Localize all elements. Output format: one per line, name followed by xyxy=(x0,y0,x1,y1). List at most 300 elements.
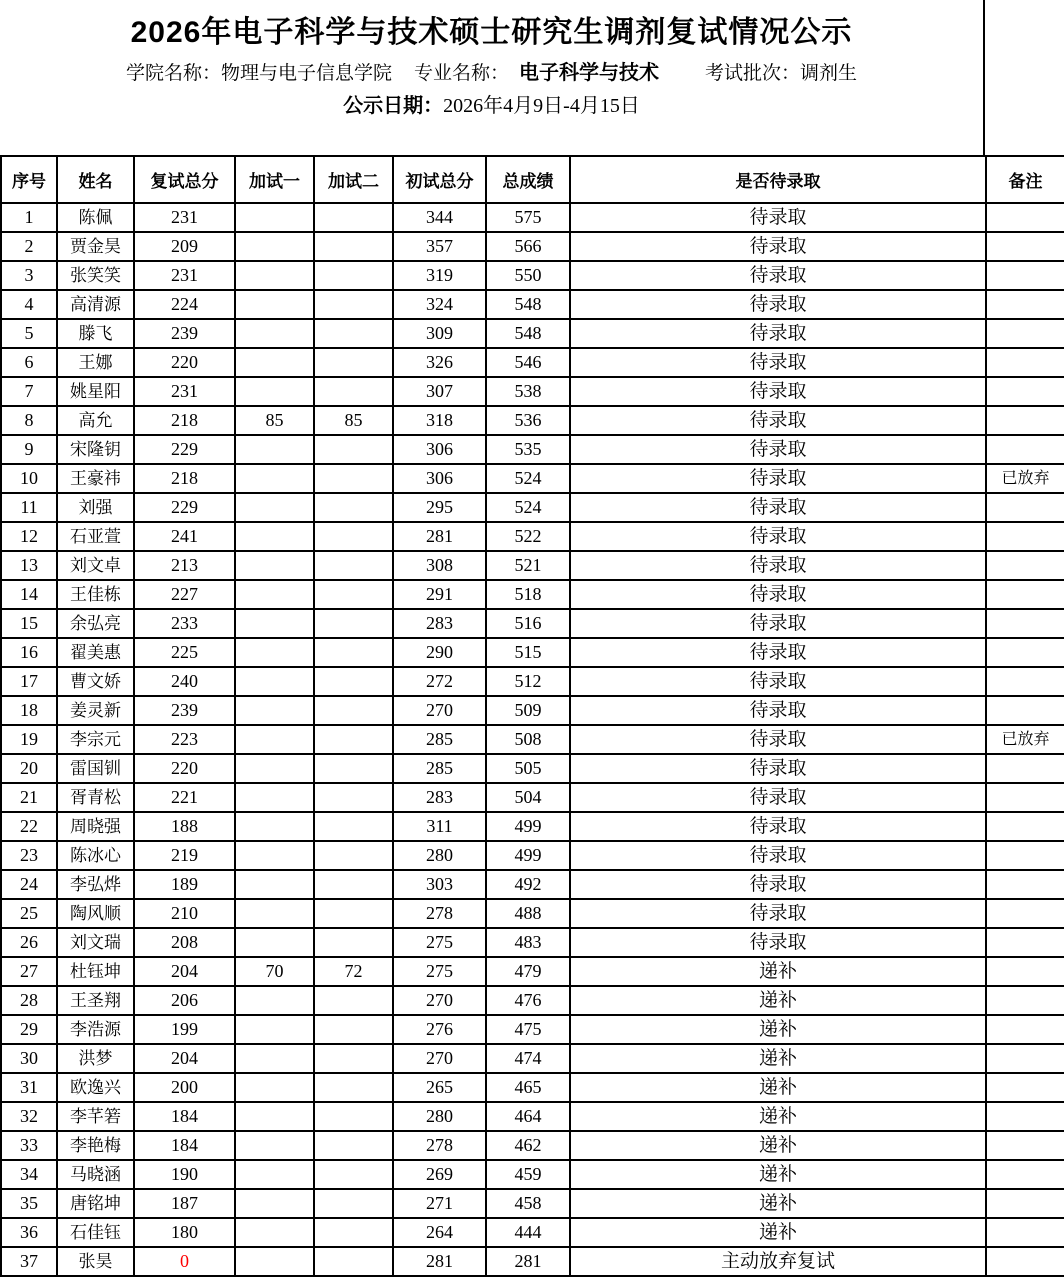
table-row xyxy=(1,986,1064,1015)
cell-index: 7 xyxy=(1,377,57,406)
cell-admission-status: 待录取 xyxy=(570,435,986,464)
cell-initial-total: 285 xyxy=(393,725,486,754)
cell-total-score: 524 xyxy=(486,464,570,493)
table-row xyxy=(1,232,1064,261)
cell-extra-test-2 xyxy=(314,1102,393,1131)
cell-retest-total: 190 xyxy=(134,1160,235,1189)
cell-extra-test-1 xyxy=(235,464,314,493)
cell-total-score: 524 xyxy=(486,493,570,522)
cell-total-score: 575 xyxy=(486,203,570,232)
cell-extra-test-2 xyxy=(314,696,393,725)
cell-name: 石佳钰 xyxy=(57,1218,134,1247)
cell-extra-test-2 xyxy=(314,986,393,1015)
cell-extra-test-1 xyxy=(235,812,314,841)
cell-remark xyxy=(986,435,1064,464)
cell-extra-test-2 xyxy=(314,841,393,870)
cell-remark: 已放弃 xyxy=(986,725,1064,754)
cell-admission-status: 递补 xyxy=(570,1218,986,1247)
cell-admission-status: 递补 xyxy=(570,1073,986,1102)
cell-index: 35 xyxy=(1,1189,57,1218)
cell-index: 9 xyxy=(1,435,57,464)
cell-extra-test-1 xyxy=(235,580,314,609)
cell-name: 马晓涵 xyxy=(57,1160,134,1189)
cell-admission-status: 待录取 xyxy=(570,261,986,290)
cell-admission-status: 待录取 xyxy=(570,928,986,957)
cell-extra-test-2 xyxy=(314,580,393,609)
cell-remark xyxy=(986,1102,1064,1131)
cell-retest-total: 227 xyxy=(134,580,235,609)
cell-admission-status: 递补 xyxy=(570,1102,986,1131)
cell-initial-total: 278 xyxy=(393,899,486,928)
cell-initial-total: 308 xyxy=(393,551,486,580)
cell-total-score: 518 xyxy=(486,580,570,609)
cell-extra-test-1 xyxy=(235,1131,314,1160)
cell-extra-test-1 xyxy=(235,522,314,551)
cell-initial-total: 270 xyxy=(393,696,486,725)
cell-retest-total: 188 xyxy=(134,812,235,841)
cell-admission-status: 待录取 xyxy=(570,870,986,899)
cell-extra-test-2 xyxy=(314,203,393,232)
cell-extra-test-2 xyxy=(314,1247,393,1276)
cell-remark xyxy=(986,667,1064,696)
cell-retest-total: 204 xyxy=(134,957,235,986)
cell-initial-total: 324 xyxy=(393,290,486,319)
cell-initial-total: 275 xyxy=(393,928,486,957)
cell-retest-total: 220 xyxy=(134,754,235,783)
cell-name: 刘强 xyxy=(57,493,134,522)
cell-initial-total: 272 xyxy=(393,667,486,696)
table-row xyxy=(1,580,1064,609)
cell-extra-test-2 xyxy=(314,870,393,899)
cell-total-score: 538 xyxy=(486,377,570,406)
cell-total-score: 512 xyxy=(486,667,570,696)
cell-index: 4 xyxy=(1,290,57,319)
cell-name: 王娜 xyxy=(57,348,134,377)
cell-name: 刘文卓 xyxy=(57,551,134,580)
cell-admission-status: 主动放弃复试 xyxy=(570,1247,986,1276)
cell-total-score: 483 xyxy=(486,928,570,957)
cell-index: 1 xyxy=(1,203,57,232)
cell-total-score: 550 xyxy=(486,261,570,290)
cell-remark xyxy=(986,870,1064,899)
table-row xyxy=(1,1218,1064,1247)
cell-extra-test-1 xyxy=(235,841,314,870)
cell-initial-total: 281 xyxy=(393,1247,486,1276)
title-block xyxy=(0,0,985,155)
cell-remark xyxy=(986,261,1064,290)
cell-admission-status: 待录取 xyxy=(570,493,986,522)
table-row xyxy=(1,464,1064,493)
cell-remark xyxy=(986,493,1064,522)
cell-index: 22 xyxy=(1,812,57,841)
cell-name: 王佳栋 xyxy=(57,580,134,609)
cell-retest-total: 187 xyxy=(134,1189,235,1218)
cell-remark xyxy=(986,580,1064,609)
table-row xyxy=(1,1247,1064,1276)
cell-initial-total: 295 xyxy=(393,493,486,522)
cell-retest-total: 229 xyxy=(134,435,235,464)
cell-total-score: 508 xyxy=(486,725,570,754)
cell-remark xyxy=(986,522,1064,551)
cell-initial-total: 306 xyxy=(393,464,486,493)
cell-retest-total: 218 xyxy=(134,464,235,493)
cell-name: 刘文瑞 xyxy=(57,928,134,957)
cell-name: 曹文娇 xyxy=(57,667,134,696)
cell-retest-total: 200 xyxy=(134,1073,235,1102)
cell-remark xyxy=(986,551,1064,580)
cell-remark xyxy=(986,1218,1064,1247)
cell-initial-total: 285 xyxy=(393,754,486,783)
cell-index: 25 xyxy=(1,899,57,928)
publish-date-label: 公示日期： xyxy=(343,95,444,117)
column-header-name: 姓名 xyxy=(57,156,134,203)
batch-value: 调剂生 xyxy=(800,63,858,84)
cell-index: 29 xyxy=(1,1015,57,1044)
cell-name: 唐铭坤 xyxy=(57,1189,134,1218)
cell-retest-total: 189 xyxy=(134,870,235,899)
cell-extra-test-1 xyxy=(235,1073,314,1102)
cell-initial-total: 270 xyxy=(393,1044,486,1073)
cell-extra-test-2 xyxy=(314,725,393,754)
cell-extra-test-1 xyxy=(235,899,314,928)
cell-extra-test-2 xyxy=(314,435,393,464)
cell-extra-test-1 xyxy=(235,725,314,754)
table-row xyxy=(1,348,1064,377)
cell-total-score: 479 xyxy=(486,957,570,986)
cell-remark xyxy=(986,957,1064,986)
cell-index: 18 xyxy=(1,696,57,725)
major-value: 电子科学与技术 xyxy=(519,62,659,84)
table-row xyxy=(1,812,1064,841)
cell-total-score: 505 xyxy=(486,754,570,783)
cell-index: 10 xyxy=(1,464,57,493)
cell-extra-test-1: 70 xyxy=(235,957,314,986)
cell-total-score: 546 xyxy=(486,348,570,377)
cell-total-score: 499 xyxy=(486,841,570,870)
cell-remark xyxy=(986,203,1064,232)
cell-remark xyxy=(986,232,1064,261)
cell-index: 6 xyxy=(1,348,57,377)
cell-admission-status: 待录取 xyxy=(570,812,986,841)
cell-retest-total: 206 xyxy=(134,986,235,1015)
cell-admission-status: 待录取 xyxy=(570,783,986,812)
cell-admission-status: 待录取 xyxy=(570,667,986,696)
column-header-admission-status: 是否待录取 xyxy=(570,156,986,203)
cell-extra-test-2 xyxy=(314,754,393,783)
table-row xyxy=(1,696,1064,725)
cell-initial-total: 319 xyxy=(393,261,486,290)
cell-initial-total: 283 xyxy=(393,783,486,812)
title-remark-spacer xyxy=(985,0,1064,155)
cell-name: 石亚萱 xyxy=(57,522,134,551)
cell-retest-total: 231 xyxy=(134,261,235,290)
table-row xyxy=(1,1102,1064,1131)
cell-name: 李弘烨 xyxy=(57,870,134,899)
cell-extra-test-2: 85 xyxy=(314,406,393,435)
cell-remark: 已放弃 xyxy=(986,464,1064,493)
column-header-total-score: 总成绩 xyxy=(486,156,570,203)
cell-retest-total: 221 xyxy=(134,783,235,812)
cell-extra-test-2 xyxy=(314,377,393,406)
cell-name: 周晓强 xyxy=(57,812,134,841)
cell-index: 14 xyxy=(1,580,57,609)
cell-remark xyxy=(986,783,1064,812)
cell-initial-total: 283 xyxy=(393,609,486,638)
cell-extra-test-1 xyxy=(235,870,314,899)
cell-extra-test-2 xyxy=(314,928,393,957)
table-row xyxy=(1,203,1064,232)
cell-remark xyxy=(986,377,1064,406)
cell-extra-test-2 xyxy=(314,551,393,580)
cell-name: 陶风顺 xyxy=(57,899,134,928)
table-row xyxy=(1,551,1064,580)
cell-name: 余弘亮 xyxy=(57,609,134,638)
cell-total-score: 476 xyxy=(486,986,570,1015)
table-row xyxy=(1,1160,1064,1189)
title-section xyxy=(0,0,1064,155)
cell-total-score: 516 xyxy=(486,609,570,638)
cell-extra-test-2 xyxy=(314,261,393,290)
cell-retest-total: 0 xyxy=(134,1247,235,1276)
cell-name: 王圣翔 xyxy=(57,986,134,1015)
column-header-index: 序号 xyxy=(1,156,57,203)
cell-extra-test-2 xyxy=(314,464,393,493)
table-row xyxy=(1,783,1064,812)
cell-retest-total: 225 xyxy=(134,638,235,667)
cell-extra-test-1 xyxy=(235,1247,314,1276)
cell-remark xyxy=(986,1044,1064,1073)
cell-extra-test-1 xyxy=(235,986,314,1015)
cell-remark xyxy=(986,841,1064,870)
cell-remark xyxy=(986,348,1064,377)
cell-initial-total: 303 xyxy=(393,870,486,899)
cell-index: 23 xyxy=(1,841,57,870)
cell-name: 翟美惠 xyxy=(57,638,134,667)
cell-retest-total: 208 xyxy=(134,928,235,957)
cell-admission-status: 待录取 xyxy=(570,232,986,261)
cell-initial-total: 280 xyxy=(393,1102,486,1131)
table-row xyxy=(1,319,1064,348)
batch-label: 考试批次： xyxy=(705,63,801,84)
cell-admission-status: 递补 xyxy=(570,1189,986,1218)
cell-initial-total: 276 xyxy=(393,1015,486,1044)
cell-index: 26 xyxy=(1,928,57,957)
cell-retest-total: 184 xyxy=(134,1102,235,1131)
cell-index: 32 xyxy=(1,1102,57,1131)
table-row xyxy=(1,522,1064,551)
cell-initial-total: 281 xyxy=(393,522,486,551)
cell-initial-total: 270 xyxy=(393,986,486,1015)
cell-admission-status: 待录取 xyxy=(570,377,986,406)
cell-admission-status: 待录取 xyxy=(570,754,986,783)
table-row xyxy=(1,609,1064,638)
table-row xyxy=(1,1015,1064,1044)
table-row xyxy=(1,957,1064,986)
table-row xyxy=(1,870,1064,899)
cell-index: 30 xyxy=(1,1044,57,1073)
cell-extra-test-1 xyxy=(235,232,314,261)
cell-extra-test-2 xyxy=(314,290,393,319)
cell-extra-test-2 xyxy=(314,232,393,261)
page-title: 2026年电子科学与技术硕士研究生调剂复试情况公示 xyxy=(130,16,853,49)
cell-retest-total: 239 xyxy=(134,696,235,725)
cell-admission-status: 待录取 xyxy=(570,406,986,435)
cell-extra-test-1 xyxy=(235,667,314,696)
cell-total-score: 499 xyxy=(486,812,570,841)
table-row xyxy=(1,1189,1064,1218)
cell-retest-total: 224 xyxy=(134,290,235,319)
cell-extra-test-1 xyxy=(235,551,314,580)
cell-admission-status: 待录取 xyxy=(570,522,986,551)
column-header-extra-test-1: 加试一 xyxy=(235,156,314,203)
cell-initial-total: 264 xyxy=(393,1218,486,1247)
cell-extra-test-2 xyxy=(314,638,393,667)
cell-extra-test-1 xyxy=(235,1218,314,1247)
cell-extra-test-1 xyxy=(235,203,314,232)
cell-index: 16 xyxy=(1,638,57,667)
table-row xyxy=(1,667,1064,696)
cell-extra-test-2 xyxy=(314,493,393,522)
cell-index: 3 xyxy=(1,261,57,290)
cell-remark xyxy=(986,812,1064,841)
cell-retest-total: 223 xyxy=(134,725,235,754)
cell-index: 24 xyxy=(1,870,57,899)
table-row xyxy=(1,899,1064,928)
cell-name: 李艳梅 xyxy=(57,1131,134,1160)
cell-remark xyxy=(986,1131,1064,1160)
cell-extra-test-2 xyxy=(314,522,393,551)
cell-total-score: 566 xyxy=(486,232,570,261)
cell-total-score: 464 xyxy=(486,1102,570,1131)
cell-index: 20 xyxy=(1,754,57,783)
cell-extra-test-1 xyxy=(235,290,314,319)
cell-index: 28 xyxy=(1,986,57,1015)
table-row xyxy=(1,1131,1064,1160)
cell-retest-total: 199 xyxy=(134,1015,235,1044)
column-header-retest-total: 复试总分 xyxy=(134,156,235,203)
cell-name: 张笑笑 xyxy=(57,261,134,290)
cell-admission-status: 待录取 xyxy=(570,899,986,928)
cell-admission-status: 待录取 xyxy=(570,464,986,493)
publish-date-value: 2026年4月9日-4月15日 xyxy=(443,95,640,117)
cell-index: 19 xyxy=(1,725,57,754)
cell-admission-status: 递补 xyxy=(570,1131,986,1160)
column-header-initial-total: 初试总分 xyxy=(393,156,486,203)
cell-retest-total: 239 xyxy=(134,319,235,348)
cell-index: 8 xyxy=(1,406,57,435)
cell-name: 滕飞 xyxy=(57,319,134,348)
cell-remark xyxy=(986,406,1064,435)
table-row xyxy=(1,406,1064,435)
cell-initial-total: 275 xyxy=(393,957,486,986)
cell-retest-total: 204 xyxy=(134,1044,235,1073)
cell-name: 杜钰坤 xyxy=(57,957,134,986)
cell-name: 陈佩 xyxy=(57,203,134,232)
cell-index: 37 xyxy=(1,1247,57,1276)
cell-extra-test-1 xyxy=(235,493,314,522)
cell-extra-test-2 xyxy=(314,1189,393,1218)
cell-index: 13 xyxy=(1,551,57,580)
meta-info-line xyxy=(0,60,983,87)
cell-initial-total: 265 xyxy=(393,1073,486,1102)
cell-total-score: 465 xyxy=(486,1073,570,1102)
cell-total-score: 492 xyxy=(486,870,570,899)
cell-remark xyxy=(986,609,1064,638)
table-body xyxy=(1,203,1064,1276)
table-row xyxy=(1,1044,1064,1073)
cell-total-score: 548 xyxy=(486,290,570,319)
cell-name: 欧逸兴 xyxy=(57,1073,134,1102)
results-table xyxy=(0,155,1064,1277)
cell-admission-status: 待录取 xyxy=(570,580,986,609)
cell-extra-test-2 xyxy=(314,783,393,812)
cell-total-score: 444 xyxy=(486,1218,570,1247)
cell-retest-total: 241 xyxy=(134,522,235,551)
cell-remark xyxy=(986,638,1064,667)
table-header-row xyxy=(1,156,1064,203)
cell-retest-total: 231 xyxy=(134,377,235,406)
cell-extra-test-2 xyxy=(314,1015,393,1044)
column-header-extra-test-2: 加试二 xyxy=(314,156,393,203)
cell-retest-total: 229 xyxy=(134,493,235,522)
cell-retest-total: 184 xyxy=(134,1131,235,1160)
cell-extra-test-1 xyxy=(235,1102,314,1131)
major-label: 专业名称： xyxy=(413,63,509,84)
cell-admission-status: 递补 xyxy=(570,986,986,1015)
cell-initial-total: 291 xyxy=(393,580,486,609)
cell-extra-test-2 xyxy=(314,348,393,377)
cell-extra-test-1 xyxy=(235,261,314,290)
cell-index: 17 xyxy=(1,667,57,696)
cell-name: 姚星阳 xyxy=(57,377,134,406)
cell-initial-total: 271 xyxy=(393,1189,486,1218)
cell-retest-total: 220 xyxy=(134,348,235,377)
column-header-remark: 备注 xyxy=(986,156,1064,203)
cell-admission-status: 递补 xyxy=(570,957,986,986)
cell-total-score: 509 xyxy=(486,696,570,725)
cell-name: 胥青松 xyxy=(57,783,134,812)
cell-extra-test-1 xyxy=(235,348,314,377)
cell-extra-test-2 xyxy=(314,1218,393,1247)
cell-extra-test-2: 72 xyxy=(314,957,393,986)
cell-extra-test-2 xyxy=(314,667,393,696)
cell-extra-test-1 xyxy=(235,783,314,812)
cell-extra-test-2 xyxy=(314,899,393,928)
cell-extra-test-1 xyxy=(235,928,314,957)
college-value: 物理与电子信息学院 xyxy=(220,63,392,84)
table-row xyxy=(1,493,1064,522)
cell-remark xyxy=(986,986,1064,1015)
cell-admission-status: 待录取 xyxy=(570,638,986,667)
cell-name: 雷国钏 xyxy=(57,754,134,783)
cell-initial-total: 306 xyxy=(393,435,486,464)
cell-index: 21 xyxy=(1,783,57,812)
cell-total-score: 474 xyxy=(486,1044,570,1073)
cell-name: 陈冰心 xyxy=(57,841,134,870)
cell-admission-status: 递补 xyxy=(570,1044,986,1073)
cell-retest-total: 231 xyxy=(134,203,235,232)
table-row xyxy=(1,928,1064,957)
cell-remark xyxy=(986,1189,1064,1218)
cell-name: 李宗元 xyxy=(57,725,134,754)
cell-extra-test-2 xyxy=(314,1160,393,1189)
cell-remark xyxy=(986,928,1064,957)
cell-retest-total: 213 xyxy=(134,551,235,580)
cell-retest-total: 218 xyxy=(134,406,235,435)
cell-admission-status: 待录取 xyxy=(570,841,986,870)
cell-initial-total: 309 xyxy=(393,319,486,348)
cell-admission-status: 待录取 xyxy=(570,203,986,232)
